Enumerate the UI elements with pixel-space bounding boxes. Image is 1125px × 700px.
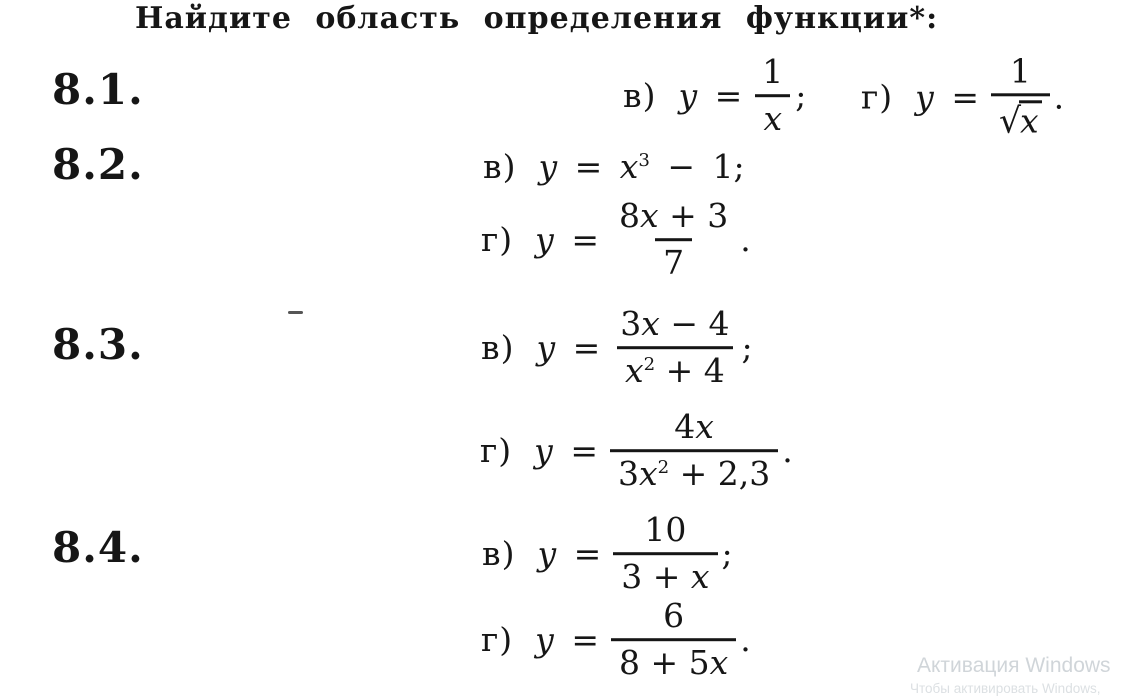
page-title: Найдите область определения функции*: xyxy=(135,1,939,36)
expression-lhs: y = xyxy=(678,76,743,116)
problem-8-2-item-v xyxy=(483,148,745,186)
item-label: г) xyxy=(481,220,514,260)
problem-8-4-item-g xyxy=(481,598,751,682)
denominator-part: x xyxy=(624,351,644,391)
fraction-numerator: 8x + 3 xyxy=(618,196,729,236)
fraction-denominator xyxy=(610,450,778,493)
expression-lhs: y = xyxy=(915,77,979,117)
fraction-numerator: 6 xyxy=(663,596,685,636)
punctuation: . xyxy=(782,431,793,471)
denominator-part: + 4 xyxy=(655,351,725,391)
item-label: г) xyxy=(481,620,514,660)
punctuation: . xyxy=(740,620,751,660)
item-label: в) xyxy=(623,76,657,116)
punctuation: ; xyxy=(721,534,733,574)
fraction-numerator: 1 xyxy=(1009,51,1031,91)
fraction xyxy=(613,512,717,596)
item-label: в) xyxy=(483,147,517,187)
denominator-part: 3x xyxy=(617,454,658,494)
exponent: 2 xyxy=(657,457,670,479)
item-label: в) xyxy=(482,534,516,574)
expression-lhs: y = xyxy=(534,431,598,471)
fraction-denominator: 8 + 5x xyxy=(611,639,736,682)
windows-activation-watermark-line1: Активация Windows xyxy=(917,654,1111,677)
fraction-denominator: 7 xyxy=(655,239,692,282)
punctuation: . xyxy=(740,220,751,260)
fraction-numerator: 10 xyxy=(644,510,687,550)
fraction-numerator: 3x − 4 xyxy=(620,304,730,344)
expression-lhs: y = xyxy=(537,534,602,574)
scan-artifact-dash xyxy=(288,311,303,314)
fraction xyxy=(610,409,778,493)
fraction-denominator: x xyxy=(755,95,790,138)
denominator-part: + 2,3 xyxy=(669,454,771,494)
fraction xyxy=(991,53,1050,140)
expression-lhs: y = xyxy=(535,620,599,660)
fraction-denominator: 3 + x xyxy=(613,553,717,596)
fraction xyxy=(611,198,736,282)
item-label: г) xyxy=(861,77,894,117)
fraction-numerator: 1 xyxy=(762,52,784,92)
problem-8-3-item-g xyxy=(480,409,793,493)
fraction-denominator xyxy=(617,347,733,390)
expression xyxy=(538,148,744,186)
punctuation: . xyxy=(1053,77,1065,117)
sqrt-radical-icon: √ xyxy=(998,101,1022,142)
problem-8-1-item-v xyxy=(623,54,806,138)
exponent: 2 xyxy=(643,354,656,376)
problem-8-4-item-v xyxy=(482,512,733,596)
item-label: г) xyxy=(480,431,513,471)
expression-lhs: y = xyxy=(535,220,599,260)
item-label: в) xyxy=(481,328,515,368)
fraction xyxy=(611,598,736,682)
problem-number-8-2: 8.2. xyxy=(52,140,144,189)
fraction xyxy=(612,306,737,390)
fraction xyxy=(754,54,791,138)
exponent: 3 xyxy=(638,150,650,172)
problem-number-8-3: 8.3. xyxy=(52,320,144,369)
problem-8-2-item-g xyxy=(481,198,751,282)
problem-8-1-item-g xyxy=(861,53,1064,140)
fraction-denominator xyxy=(991,94,1050,141)
fraction-numerator: 4x xyxy=(674,407,714,447)
problem-number-8-4: 8.4. xyxy=(52,523,144,572)
problem-8-3-item-v xyxy=(481,306,753,390)
punctuation: ; xyxy=(795,76,807,116)
expression-part: y = x xyxy=(538,147,639,187)
expression-part: − 1; xyxy=(649,147,745,187)
windows-activation-watermark-line2: Чтобы активировать Windows, xyxy=(910,681,1101,696)
expression-lhs: y = xyxy=(536,328,601,368)
punctuation: ; xyxy=(741,328,753,368)
problem-number-8-1: 8.1. xyxy=(52,65,144,114)
sqrt-radicand: x xyxy=(1019,101,1042,140)
